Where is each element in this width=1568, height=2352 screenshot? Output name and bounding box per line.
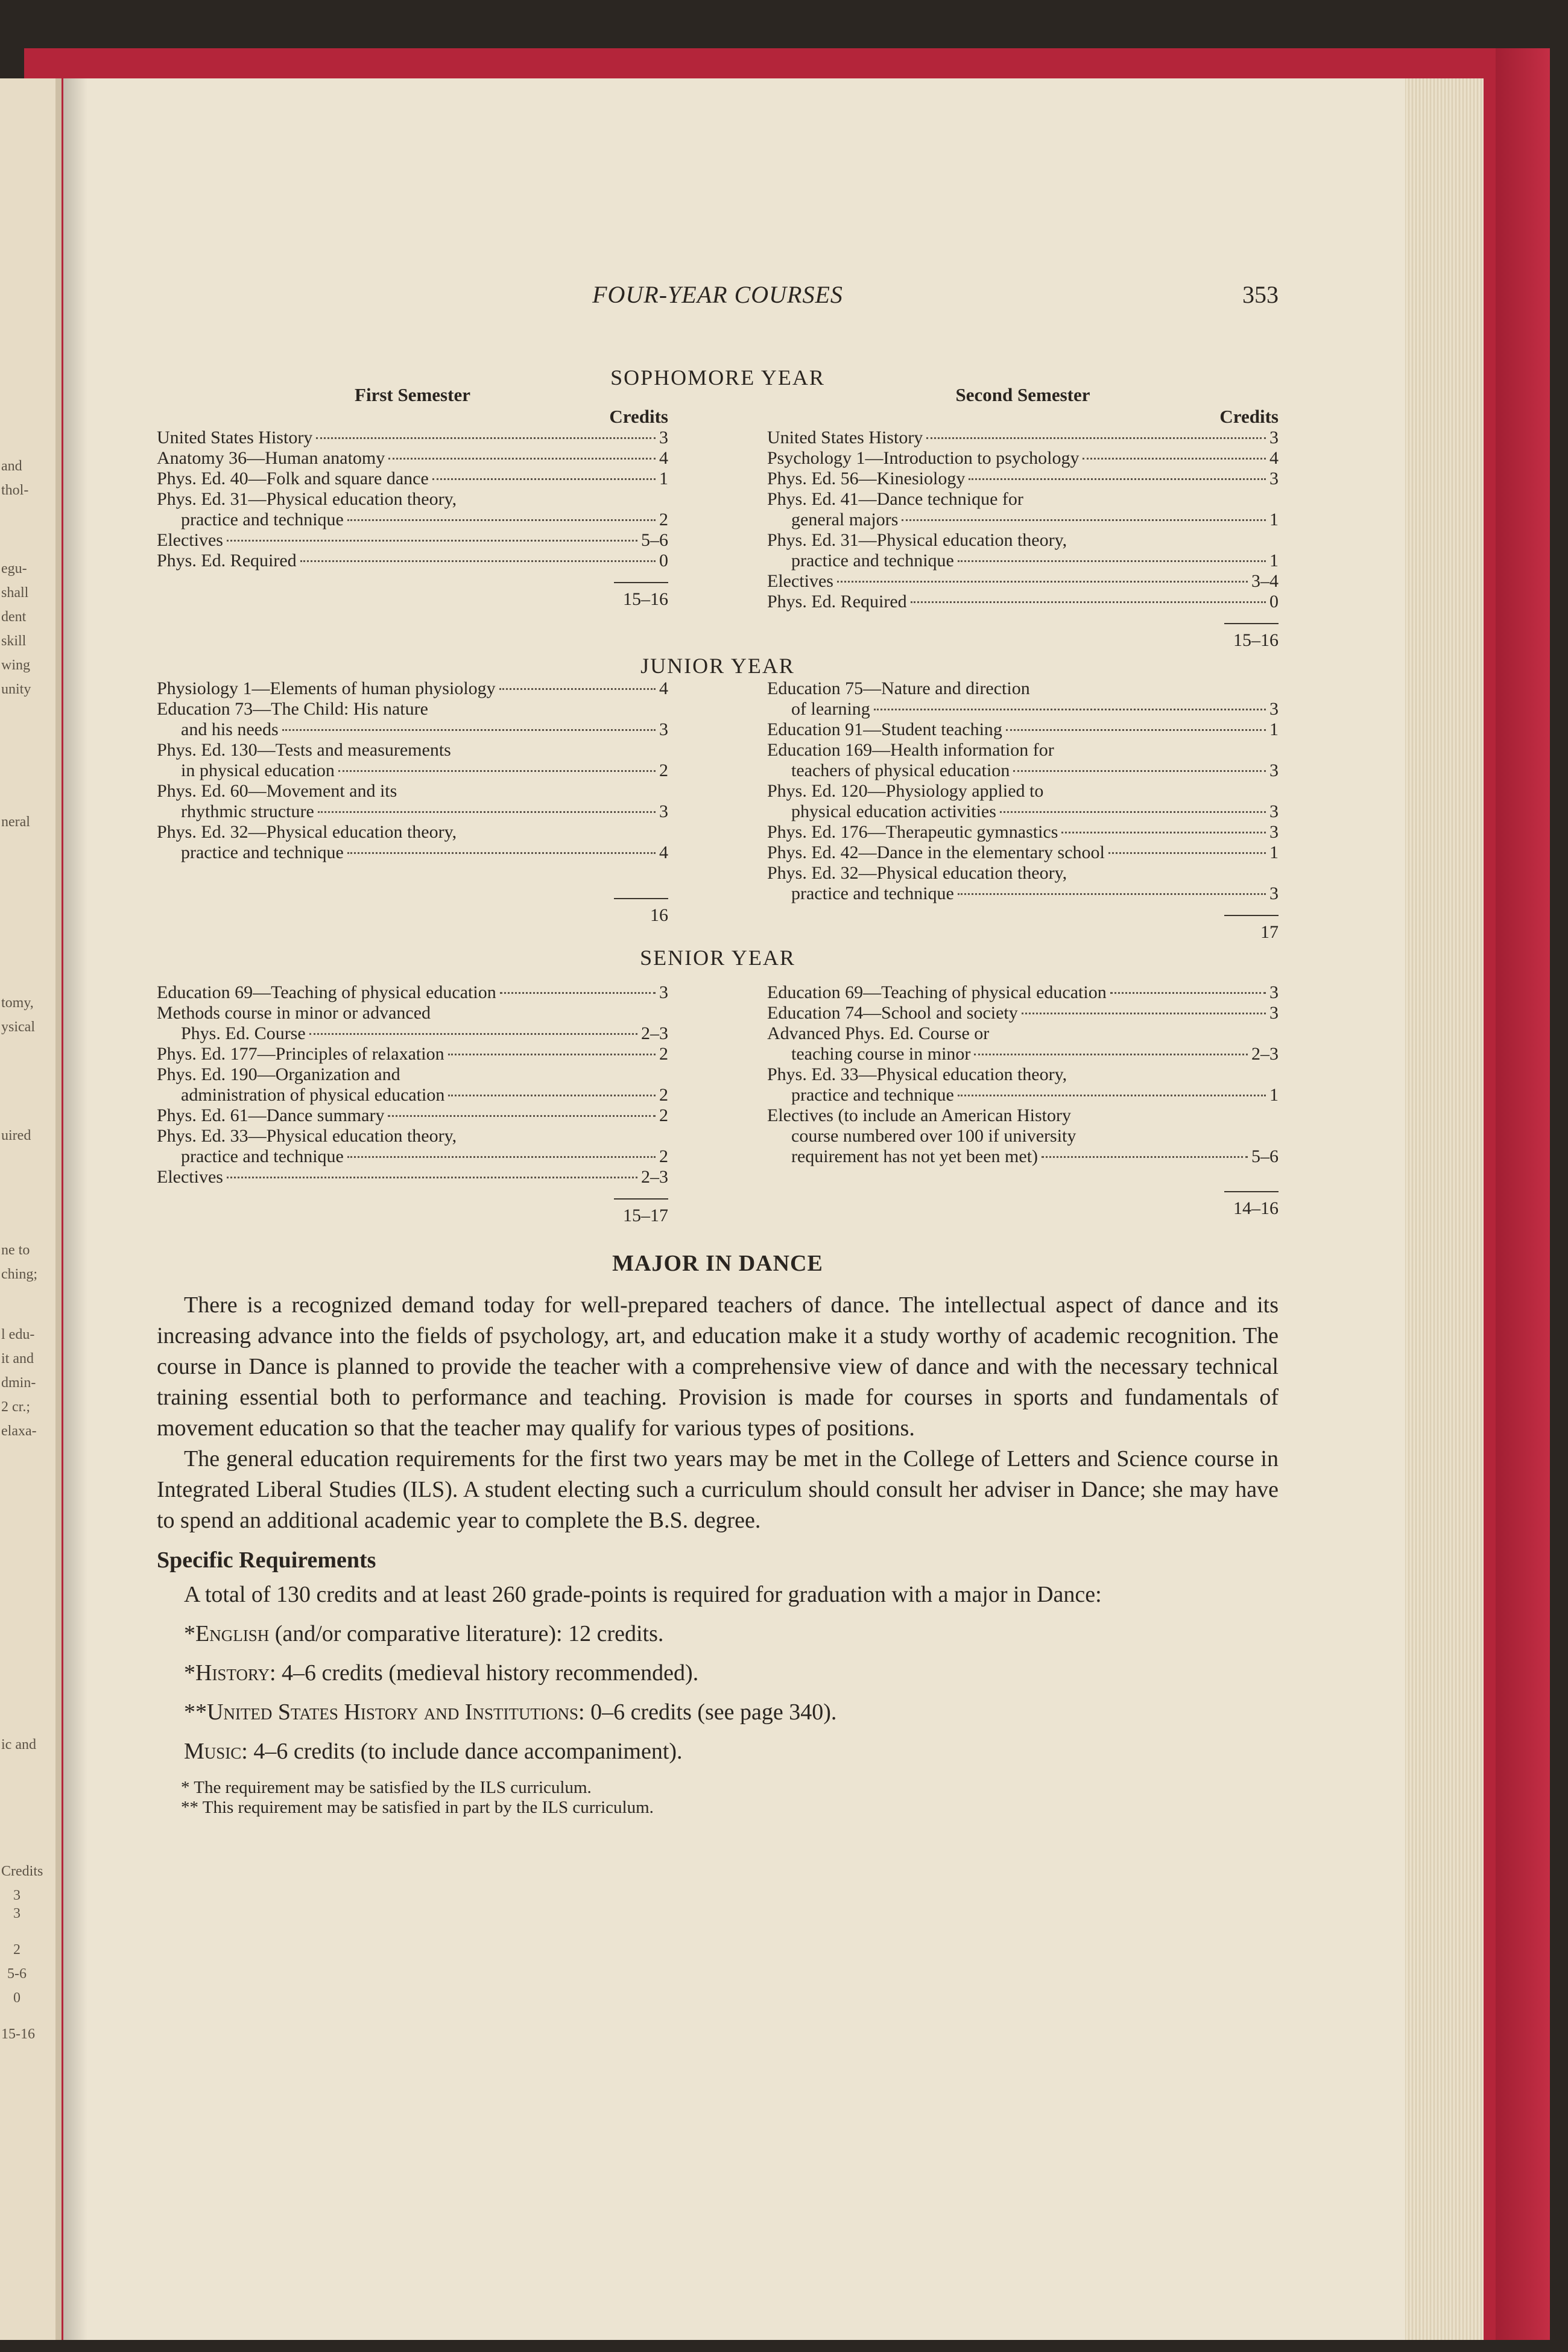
- course-list: [767, 428, 1279, 612]
- semester-heading: First Semester: [355, 384, 470, 405]
- course-list: [157, 982, 668, 1187]
- section-heading: MAJOR IN DANCE: [612, 1251, 823, 1276]
- page-edges: [1405, 78, 1484, 2340]
- total-rule: [614, 582, 668, 583]
- requirements-list: [157, 1619, 1279, 1767]
- course-name: requirement has not yet been met): [791, 1146, 1038, 1166]
- course-row: [157, 1003, 668, 1023]
- course-row: [767, 760, 1279, 781]
- course-credits: 3: [1269, 801, 1279, 821]
- course-name: practice and technique: [791, 884, 954, 903]
- course-credits: 3: [1269, 760, 1279, 780]
- requirement-item: [157, 1658, 1279, 1689]
- course-row: [767, 863, 1279, 884]
- course-credits: 4: [659, 678, 668, 698]
- dot-leader: [347, 852, 656, 854]
- course-row: [767, 530, 1279, 551]
- course-list: [157, 428, 668, 571]
- requirement-item: [157, 1619, 1279, 1649]
- dot-leader: [309, 1033, 637, 1035]
- credits-heading: Credits: [609, 406, 668, 427]
- dot-leader: [1006, 729, 1266, 731]
- course-credits: 4: [659, 842, 668, 862]
- course-name: Phys. Ed. 130—Tests and measurements: [157, 740, 451, 760]
- fragment: egu-: [1, 561, 27, 577]
- course-name: Phys. Ed. 31—Physical education theory,: [767, 530, 1067, 550]
- course-row: [157, 448, 668, 469]
- total-rule: [614, 1198, 668, 1200]
- course-row: [157, 469, 668, 489]
- course-credits: 3: [659, 982, 668, 1002]
- course-name: Electives (to include an American History: [767, 1105, 1072, 1125]
- course-name: practice and technique: [791, 551, 954, 571]
- course-name: Phys. Ed. 56—Kinesiology: [767, 469, 966, 488]
- course-name: practice and technique: [181, 510, 344, 530]
- semester-total: 15–16: [623, 589, 668, 609]
- fragment: wing: [1, 657, 30, 673]
- course-name: practice and technique: [181, 842, 344, 862]
- footnote: * The requirement may be satisfied by the ILS curriculum.: [181, 1778, 592, 1797]
- course-credits: 1: [1269, 551, 1279, 571]
- cover-edge: [1496, 48, 1550, 2340]
- course-name: United States History: [157, 428, 313, 447]
- course-name: Education 69—Teaching of physical education: [157, 982, 496, 1002]
- course-row: [767, 1085, 1279, 1105]
- course-name: Education 74—School and society: [767, 1003, 1018, 1023]
- fragment: 2: [13, 1942, 21, 1958]
- dot-leader: [338, 770, 656, 772]
- dot-leader: [347, 1156, 656, 1158]
- course-name: administration of physical education: [181, 1085, 445, 1105]
- fragment: ne to: [1, 1242, 30, 1258]
- junior-year-heading: JUNIOR YEAR: [640, 654, 795, 678]
- dot-leader: [227, 540, 637, 542]
- course-row: [157, 801, 668, 822]
- dot-leader: [1000, 811, 1266, 813]
- course-name: course numbered over 100 if university: [791, 1126, 1076, 1146]
- course-row: [767, 719, 1279, 740]
- dot-leader: [347, 519, 656, 521]
- course-credits: 3: [659, 719, 668, 739]
- course-name: teachers of physical education: [791, 760, 1010, 780]
- course-credits: 1: [1269, 842, 1279, 862]
- course-credits: 2–3: [641, 1167, 668, 1187]
- course-row: [767, 428, 1279, 448]
- course-credits: 3: [1269, 982, 1279, 1002]
- junior-first-semester: [157, 678, 668, 943]
- course-row: [767, 982, 1279, 1003]
- dot-leader: [318, 811, 656, 813]
- sophomore-first-semester: [157, 384, 668, 651]
- requirement-item: [157, 1697, 1279, 1728]
- course-name: Phys. Ed. Required: [767, 592, 907, 612]
- senior-year-heading: SENIOR YEAR: [640, 946, 795, 970]
- dot-leader: [1061, 832, 1266, 833]
- dot-leader: [388, 458, 656, 460]
- course-row: [767, 469, 1279, 489]
- course-name: Phys. Ed. 31—Physical education theory,: [157, 489, 457, 509]
- dot-leader: [499, 688, 656, 690]
- senior-first-semester: [157, 982, 668, 1226]
- dot-leader: [926, 437, 1266, 439]
- subheading: Specific Requirements: [157, 1547, 376, 1573]
- dot-leader: [1042, 1156, 1248, 1158]
- course-row: [767, 1044, 1279, 1064]
- junior-second-semester: [767, 678, 1279, 943]
- course-name: Psychology 1—Introduction to psychology: [767, 448, 1080, 468]
- total-rule: [1224, 623, 1279, 624]
- course-name: Electives: [767, 571, 833, 591]
- dot-leader: [448, 1054, 656, 1055]
- dot-leader: [1083, 458, 1266, 460]
- course-name: Anatomy 36—Human anatomy: [157, 448, 385, 468]
- fragment: shall: [1, 585, 29, 601]
- course-credits: 3: [659, 428, 668, 447]
- sophomore-year-heading: SOPHOMORE YEAR: [610, 365, 825, 390]
- paragraph: A total of 130 credits and at least 260 grade-points is required for graduation with a major in Dance:: [184, 1582, 1102, 1607]
- dot-leader: [958, 1095, 1266, 1096]
- requirement-item: [157, 1736, 1279, 1767]
- fragment: and: [1, 458, 22, 474]
- paragraph: There is a recognized demand today for well-prepared teachers of dance. The intellectual aspect of dance and its increasing advance into the fields of psychology, art, and education make it a study worthy of academic recognition. The course in Dance is planned to provide the teacher with a comprehensive view of dance and with the necessary technical training essential both to performance and teaching. Provision is made for courses in sports and fundamentals of movement education so that the teacher may qualify for various types of positions.: [157, 1292, 1279, 1441]
- course-name: general majors: [791, 510, 899, 530]
- course-credits: 2: [659, 1085, 668, 1105]
- requirement-text: 4–6 credits (medieval history recommended).: [282, 1660, 699, 1686]
- dot-leader: [958, 560, 1266, 562]
- course-name: practice and technique: [791, 1085, 954, 1105]
- course-row: [767, 842, 1279, 863]
- course-name: rhythmic structure: [181, 801, 314, 821]
- course-row: [767, 510, 1279, 530]
- dot-leader: [432, 478, 656, 480]
- course-row: [767, 571, 1279, 592]
- course-name: Methods course in minor or advanced: [157, 1003, 431, 1023]
- course-credits: 3: [659, 801, 668, 821]
- dot-leader: [902, 519, 1266, 521]
- course-row: [157, 1085, 668, 1105]
- paragraph: The general education requirements for the first two years may be met in the College of Letters and Science course in Integrated Liberal Studies (ILS). A student electing such a curriculum should consult her adviser in Dance; she may have to spend an additional academic year to complete the B.S. degree.: [157, 1446, 1279, 1533]
- course-credits: 3: [1269, 1003, 1279, 1023]
- course-row: [767, 1126, 1279, 1146]
- course-name: Phys. Ed. 61—Dance summary: [157, 1105, 385, 1125]
- fragment: 2 cr.;: [1, 1399, 30, 1415]
- course-row: [157, 510, 668, 530]
- course-row: [157, 1105, 668, 1126]
- course-name: and his needs: [181, 719, 279, 739]
- semester-heading: Second Semester: [955, 384, 1090, 405]
- course-row: [157, 699, 668, 719]
- course-row: [157, 530, 668, 551]
- requirement-text: 4–6 credits (to include dance accompaniment).: [253, 1739, 683, 1764]
- course-name: physical education activities: [791, 801, 996, 821]
- dot-leader: [1110, 992, 1266, 994]
- course-credits: 3: [1269, 469, 1279, 488]
- requirement-label: *English: [184, 1621, 270, 1646]
- left-page-fragments: [1, 0, 54, 2352]
- course-row: [767, 592, 1279, 612]
- footnotes: [157, 1778, 1279, 1818]
- course-credits: 2–3: [1251, 1044, 1279, 1064]
- footnote: ** This requirement may be satisfied in part by the ILS curriculum.: [181, 1798, 654, 1817]
- dot-leader: [316, 437, 656, 439]
- course-row: [767, 489, 1279, 510]
- course-row: [767, 551, 1279, 571]
- dot-leader: [1108, 852, 1266, 854]
- fragment: tomy,: [1, 995, 34, 1011]
- dot-leader: [969, 478, 1266, 480]
- running-header: [157, 280, 1279, 317]
- course-name: Phys. Ed. 42—Dance in the elementary school: [767, 842, 1105, 862]
- semester-total: 17: [1260, 922, 1279, 942]
- course-name: Electives: [157, 1167, 223, 1187]
- course-credits: 5–6: [1251, 1146, 1279, 1166]
- requirement-label: **United States History and Institutions:: [184, 1699, 585, 1725]
- course-row: [157, 1167, 668, 1187]
- fragment: 5-6: [7, 1966, 27, 1982]
- course-credits: 1: [1269, 510, 1279, 530]
- course-credits: 1: [1269, 1085, 1279, 1105]
- requirement-text: (and/or comparative literature): 12 credits.: [274, 1621, 664, 1646]
- requirement-text: 0–6 credits (see page 340).: [590, 1699, 837, 1725]
- fragment: unity: [1, 681, 31, 697]
- course-name: Education 73—The Child: His nature: [157, 699, 428, 719]
- course-row: [767, 1146, 1279, 1167]
- fragment: ysical: [1, 1019, 35, 1035]
- course-credits: 1: [659, 469, 668, 488]
- dot-leader: [911, 601, 1266, 603]
- course-name: practice and technique: [181, 1146, 344, 1166]
- fragment: 3: [13, 1888, 21, 1903]
- course-credits: 3: [1269, 884, 1279, 903]
- course-list: [767, 982, 1279, 1167]
- course-name: Education 169—Health information for: [767, 740, 1054, 760]
- fragment: ching;: [1, 1266, 37, 1282]
- total-rule: [1224, 915, 1279, 916]
- course-row: [157, 1146, 668, 1167]
- dot-leader: [227, 1177, 637, 1178]
- course-name: Phys. Ed. Course: [181, 1023, 306, 1043]
- course-row: [157, 982, 668, 1003]
- senior-table: [157, 982, 1279, 1226]
- course-row: [157, 1023, 668, 1044]
- course-name: Education 69—Teaching of physical education: [767, 982, 1107, 1002]
- course-credits: 2: [659, 760, 668, 780]
- page-gutter: [55, 78, 62, 2340]
- course-credits: 3: [1269, 699, 1279, 719]
- course-credits: 4: [1269, 448, 1279, 468]
- course-row: [767, 699, 1279, 719]
- course-credits: 4: [659, 448, 668, 468]
- dot-leader: [388, 1115, 656, 1117]
- fragment: l edu-: [1, 1327, 35, 1342]
- fragment: dent: [1, 609, 27, 625]
- course-list: [767, 678, 1279, 904]
- dot-leader: [974, 1054, 1248, 1055]
- semester-total: 15–17: [623, 1206, 668, 1225]
- page-number: 353: [1242, 281, 1279, 308]
- total-rule: [614, 898, 668, 899]
- page-content: [157, 280, 1279, 1818]
- course-name: Phys. Ed. 176—Therapeutic gymnastics: [767, 822, 1058, 842]
- total-rule: [1224, 1191, 1279, 1192]
- course-name: Phys. Ed. 177—Principles of relaxation: [157, 1044, 444, 1064]
- fragment: dmin-: [1, 1375, 36, 1391]
- course-row: [157, 489, 668, 510]
- fragment: 3: [13, 1906, 21, 1921]
- course-row: [767, 884, 1279, 904]
- semester-total: 16: [650, 905, 668, 925]
- course-name: Phys. Ed. 32—Physical education theory,: [767, 863, 1067, 883]
- dot-leader: [282, 729, 656, 731]
- course-name: in physical education: [181, 760, 335, 780]
- credits-heading: Credits: [1219, 406, 1279, 427]
- course-credits: 0: [1269, 592, 1279, 612]
- fragment: it and: [1, 1351, 34, 1367]
- course-row: [157, 842, 668, 863]
- course-row: [157, 822, 668, 842]
- course-name: United States History: [767, 428, 923, 447]
- course-row: [157, 719, 668, 740]
- semester-total: 14–16: [1233, 1198, 1279, 1218]
- fragment: skill: [1, 633, 27, 649]
- course-row: [157, 428, 668, 448]
- course-row: [157, 551, 668, 571]
- fragment: elaxa-: [1, 1423, 37, 1439]
- course-name: teaching course in minor: [791, 1044, 971, 1064]
- course-name: Education 91—Student teaching: [767, 719, 1002, 739]
- fragment: ic and: [1, 1737, 36, 1753]
- course-row: [767, 1064, 1279, 1085]
- course-row: [157, 760, 668, 781]
- course-row: [767, 448, 1279, 469]
- dot-leader: [448, 1095, 656, 1096]
- junior-table: [157, 678, 1279, 943]
- course-name: Phys. Ed. 41—Dance technique for: [767, 489, 1023, 509]
- fragment: thol-: [1, 482, 29, 498]
- course-row: [767, 740, 1279, 760]
- course-name: Phys. Ed. 33—Physical education theory,: [157, 1126, 457, 1146]
- course-row: [767, 781, 1279, 801]
- course-credits: 3: [1269, 428, 1279, 447]
- course-name: Education 75—Nature and direction: [767, 678, 1030, 698]
- course-name: Electives: [157, 530, 223, 550]
- course-row: [157, 678, 668, 699]
- course-name: Phys. Ed. 32—Physical education theory,: [157, 822, 457, 842]
- course-name: Phys. Ed. 33—Physical education theory,: [767, 1064, 1067, 1084]
- course-list: [157, 678, 668, 863]
- fragment: neral: [1, 814, 30, 830]
- course-row: [767, 678, 1279, 699]
- course-row: [767, 1003, 1279, 1023]
- course-name: Phys. Ed. 120—Physiology applied to: [767, 781, 1044, 801]
- course-row: [767, 822, 1279, 842]
- course-row: [157, 1064, 668, 1085]
- course-row: [767, 801, 1279, 822]
- fragment: Credits: [1, 1864, 43, 1879]
- course-row: [767, 1105, 1279, 1126]
- course-credits: 3: [1269, 822, 1279, 842]
- requirement-label: Music:: [184, 1739, 248, 1764]
- course-credits: 3–4: [1251, 571, 1279, 591]
- course-row: [157, 1126, 668, 1146]
- course-row: [157, 740, 668, 760]
- course-row: [767, 1023, 1279, 1044]
- sophomore-second-semester: [767, 384, 1279, 651]
- course-credits: 2: [659, 1044, 668, 1064]
- course-name: Phys. Ed. 60—Movement and its: [157, 781, 397, 801]
- requirement-label: *History:: [184, 1660, 276, 1686]
- dot-leader: [958, 893, 1266, 895]
- course-row: [157, 781, 668, 801]
- page-shadow: [63, 78, 87, 2340]
- running-title: FOUR-YEAR COURSES: [592, 281, 843, 308]
- course-name: Phys. Ed. 190—Organization and: [157, 1064, 400, 1084]
- dot-leader: [1013, 770, 1266, 772]
- course-credits: 5–6: [641, 530, 668, 550]
- course-name: Advanced Phys. Ed. Course or: [767, 1023, 990, 1043]
- fragment: uired: [1, 1128, 31, 1143]
- dot-leader: [837, 581, 1248, 583]
- course-credits: 2–3: [641, 1023, 668, 1043]
- dot-leader: [874, 709, 1266, 710]
- course-credits: 2: [659, 1105, 668, 1125]
- dot-leader: [500, 992, 656, 994]
- course-name: Phys. Ed. 40—Folk and square dance: [157, 469, 429, 488]
- course-row: [157, 1044, 668, 1064]
- course-credits: 2: [659, 1146, 668, 1166]
- sophomore-table: [157, 384, 1279, 651]
- senior-second-semester: [767, 982, 1279, 1226]
- course-name: Physiology 1—Elements of human physiology: [157, 678, 496, 698]
- fragment: 0: [13, 1990, 21, 2006]
- fragment: 15-16: [1, 2026, 35, 2042]
- course-name: of learning: [791, 699, 870, 719]
- course-name: Phys. Ed. Required: [157, 551, 297, 571]
- course-credits: 2: [659, 510, 668, 530]
- dot-leader: [1022, 1013, 1266, 1014]
- semester-total: 15–16: [1233, 630, 1279, 650]
- course-credits: 1: [1269, 719, 1279, 739]
- dot-leader: [300, 560, 656, 562]
- course-credits: 0: [659, 551, 668, 571]
